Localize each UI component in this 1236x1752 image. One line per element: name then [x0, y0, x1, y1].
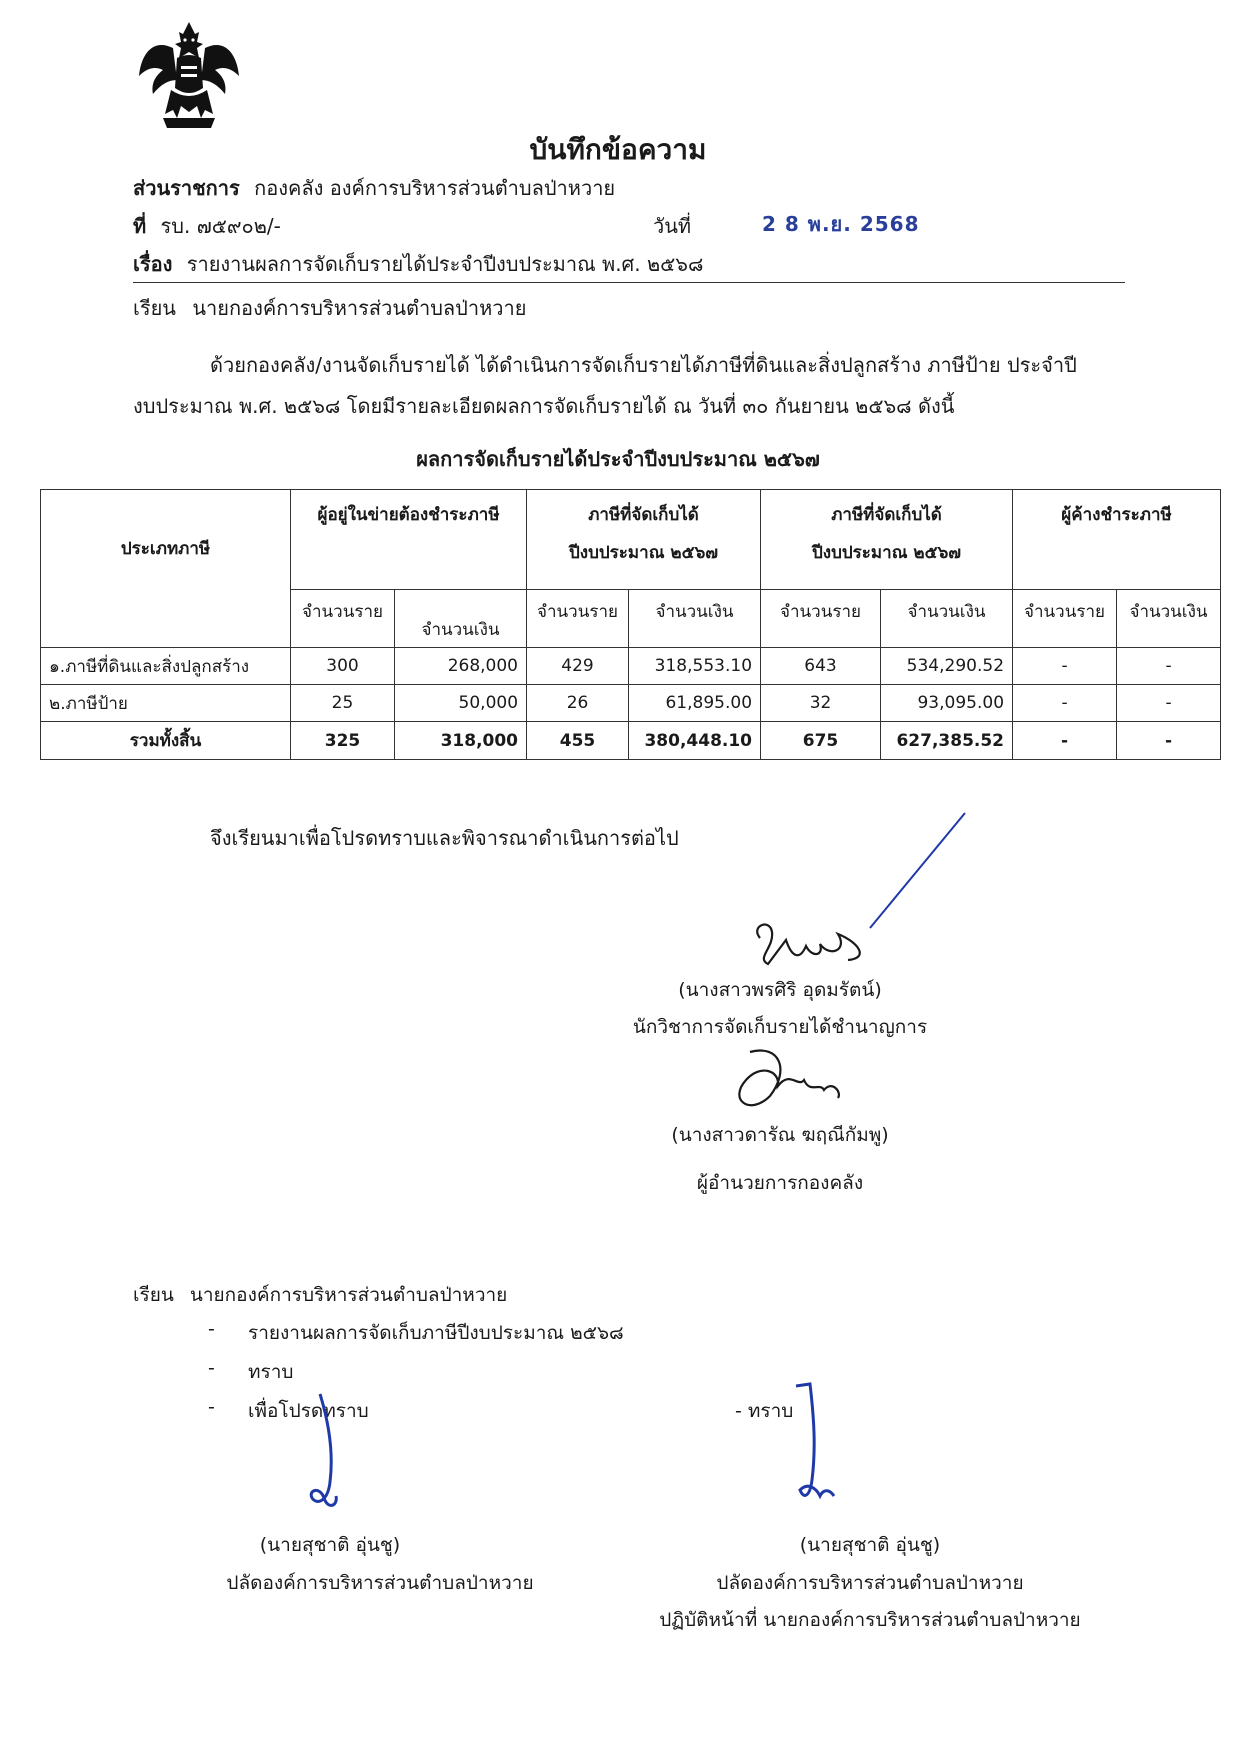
garuda-emblem-icon [133, 18, 245, 136]
director-signature-icon [720, 1040, 860, 1120]
endorsement-left-name: (นายสุชาติ อุ่นชู) [259, 1534, 401, 1556]
row-collected-2-amount: 93,095.00 [881, 685, 1013, 722]
row-collected-1-count: 429 [527, 648, 629, 685]
row-arrears-amount: - [1117, 648, 1221, 685]
total-collected-1-count: 455 [527, 722, 629, 760]
subheader-amount: จำนวนเงิน [395, 590, 527, 648]
header-collected-2-line2: ปีงบประมาณ ๒๕๖๗ [812, 543, 962, 563]
header-taxpayers: ผู้อยู่ในข่ายต้องชำระภาษี [291, 490, 527, 590]
row-taxpayer-amount: 268,000 [395, 648, 527, 685]
total-arrears-count: - [1013, 722, 1117, 760]
row-collected-1-count: 26 [527, 685, 629, 722]
endorsement-item: รายงานผลการจัดเก็บภาษีปีงบประมาณ ๒๕๖๘ [248, 1322, 624, 1344]
total-taxpayer-count: 325 [291, 722, 395, 760]
table-header-row [41, 490, 1221, 590]
row-collected-1-amount: 318,553.10 [629, 648, 761, 685]
header-collected-2-line1: ภาษีที่จัดเก็บได้ [831, 505, 942, 525]
officer-signature-icon [740, 808, 970, 978]
subject-value: รายงานผลการจัดเก็บรายได้ประจำปีงบประมาณ พ.ศ. ๒๕๖๘ [186, 252, 704, 276]
header-arrears: ผู้ค้างชำระภาษี [1013, 490, 1221, 590]
reference-value: รบ. ๗๕๙๐๒/- [160, 214, 281, 238]
date-stamp: 2 8 พ.ย. 2568 [762, 212, 920, 236]
total-label: รวมทั้งสิ้น [41, 722, 291, 760]
endorsement-item: ทราบ [248, 1361, 294, 1383]
subheader-count: จำนวนราย [761, 590, 881, 648]
table-row [41, 648, 1221, 685]
endorsement-right-acting: ปฏิบัติหน้าที่ นายกองค์การบริหารส่วนตำบลป่าหวาย [659, 1609, 1081, 1631]
endorsement-right-position: ปลัดองค์การบริหารส่วนตำบลป่าหวาย [716, 1572, 1024, 1594]
header-collected-1-line2: ปีงบประมาณ ๒๕๖๗ [569, 543, 719, 563]
endorsement-salutation-value: นายกองค์การบริหารส่วนตำบลป่าหวาย [189, 1284, 508, 1306]
department-value: กองคลัง องค์การบริหารส่วนตำบลป่าหวาย [254, 176, 616, 200]
endorsement-left-position: ปลัดองค์การบริหารส่วนตำบลป่าหวาย [226, 1572, 534, 1594]
row-arrears-count: - [1013, 685, 1117, 722]
director-name: (นางสาวดารัณ ฆฤณีกัมพู) [671, 1124, 889, 1146]
table-title: ผลการจัดเก็บรายได้ประจำปีงบประมาณ ๒๕๖๗ [416, 447, 820, 471]
officer-name: (นางสาวพรศิริ อุดมรัตน์) [678, 979, 882, 1001]
row-taxpayer-count: 300 [291, 648, 395, 685]
row-collected-2-count: 32 [761, 685, 881, 722]
total-collected-2-count: 675 [761, 722, 881, 760]
endorsement-item: เพื่อโปรดทราบ [248, 1400, 369, 1422]
subheader-count: จำนวนราย [291, 590, 395, 648]
director-position: ผู้อำนวยการกองคลัง [696, 1172, 864, 1194]
row-taxpayer-amount: 50,000 [395, 685, 527, 722]
header-divider [133, 282, 1125, 283]
endorsement-salutation-label: เรียน [133, 1284, 174, 1306]
endorsement-left-signature-icon [290, 1390, 370, 1520]
subheader-amount: จำนวนเงิน [881, 590, 1013, 648]
row-collected-2-count: 643 [761, 648, 881, 685]
row-collected-1-amount: 61,895.00 [629, 685, 761, 722]
revenue-table [40, 489, 1221, 760]
total-taxpayer-amount: 318,000 [395, 722, 527, 760]
total-collected-1-amount: 380,448.10 [629, 722, 761, 760]
total-collected-2-amount: 627,385.52 [881, 722, 1013, 760]
table-row [41, 685, 1221, 722]
subheader-amount: จำนวนเงิน [1117, 590, 1221, 648]
salutation-label: เรียน [133, 296, 176, 320]
memo-title: บันทึกข้อความ [529, 133, 707, 166]
reference-row [133, 210, 281, 242]
row-tax-type: ๒.ภาษีป้าย [41, 685, 291, 722]
subheader-count: จำนวนราย [1013, 590, 1117, 648]
total-arrears-amount: - [1117, 722, 1221, 760]
salutation-value: นายกองค์การบริหารส่วนตำบลป่าหวาย [192, 296, 527, 320]
row-arrears-count: - [1013, 648, 1117, 685]
header-collected-1-line1: ภาษีที่จัดเก็บได้ [588, 505, 699, 525]
subheader-count: จำนวนราย [527, 590, 629, 648]
body-paragraph-line-1: ด้วยกองคลัง/งานจัดเก็บรายได้ ได้ดำเนินการจัดเก็บรายได้ภาษีที่ดินและสิ่งปลูกสร้าง ภาษีป้าย ประจำปี [210, 353, 1077, 377]
endorsement-salutation [133, 1280, 507, 1310]
subheader-amount: จำนวนเงิน [629, 590, 761, 648]
endorsement-bullet: - [208, 1318, 215, 1340]
row-tax-type: ๑.ภาษีที่ดินและสิ่งปลูกสร้าง [41, 648, 291, 685]
header-tax-type: ประเภทภาษี [41, 490, 291, 648]
row-taxpayer-count: 25 [291, 685, 395, 722]
department-label: ส่วนราชการ [133, 176, 240, 200]
closing-sentence: จึงเรียนมาเพื่อโปรดทราบและพิจารณาดำเนินการต่อไป [210, 826, 679, 850]
endorsement-right-note: - ทราบ [735, 1400, 794, 1422]
date-label: วันที่ [653, 214, 692, 238]
department-row [133, 172, 615, 204]
endorsement-right-name: (นายสุชาติ อุ่นชู) [799, 1534, 941, 1556]
row-arrears-amount: - [1117, 685, 1221, 722]
table-total-row [41, 722, 1221, 760]
officer-position: นักวิชาการจัดเก็บรายได้ชำนาญการ [632, 1016, 928, 1038]
reference-label: ที่ [133, 214, 147, 238]
row-collected-2-amount: 534,290.52 [881, 648, 1013, 685]
endorsement-right-signature-icon [780, 1378, 860, 1508]
salutation-row [133, 292, 526, 324]
body-paragraph-line-2: งบประมาณ พ.ศ. ๒๕๖๘ โดยมีรายละเอียดผลการจัดเก็บรายได้ ณ วันที่ ๓๐ กันยายน ๒๕๖๘ ดังนี้ [133, 394, 955, 418]
header-collected-2 [761, 490, 1013, 590]
header-collected-1 [527, 490, 761, 590]
subject-row [133, 248, 703, 280]
endorsement-bullet: - [208, 1357, 215, 1379]
subject-label: เรื่อง [133, 252, 173, 276]
endorsement-bullet: - [208, 1396, 215, 1418]
